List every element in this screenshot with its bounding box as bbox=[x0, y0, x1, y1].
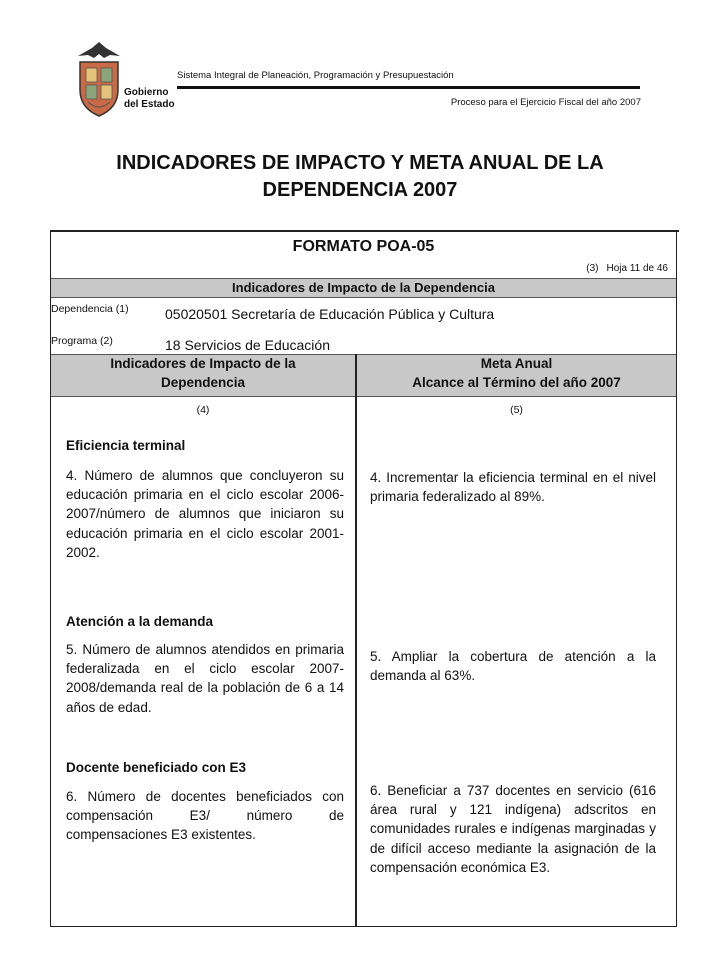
indicator-text: 5. Número de alumnos atendidos en primaria federalizada en el ciclo escolar 2007-2008/demanda real de la población de 6 a 14 años de edad. bbox=[66, 642, 344, 715]
column-number-right: (5) bbox=[510, 404, 523, 416]
programa-value: 18 Servicios de Educación bbox=[165, 337, 330, 353]
indicator-heading: Atención a la demanda bbox=[66, 614, 214, 629]
dependencia-value: 05020501 Secretaría de Educación Pública y Cultura bbox=[165, 306, 495, 322]
goal-text: 4. Incrementar la eficiencia terminal en el nivel primaria federalizado al 89%. bbox=[370, 470, 656, 505]
process-name: Proceso para el Ejercicio Fiscal del año 2007 bbox=[450, 97, 641, 108]
section-header: Indicadores de Impacto de la Dependencia bbox=[51, 278, 676, 298]
page-counter bbox=[420, 263, 668, 274]
indicator-heading: Docente beneficiado con E3 bbox=[66, 760, 247, 775]
indicator-text: 6. Número de docentes beneficiados con compensación E3/ número de compensaciones E3 existentes. bbox=[66, 789, 344, 843]
dependencia-label: Dependencia (1) bbox=[51, 303, 129, 315]
column-header-indicators: Indicadores de Impacto de la Dependencia bbox=[110, 356, 296, 390]
state-seal-icon bbox=[74, 42, 124, 118]
indicator-text: 4. Número de alumnos que concluyeron su educación primaria en el ciclo escolar 2006-2007/número de alumnos que iniciaron su educación primaria en el ciclo escolar 2001-2002. bbox=[66, 468, 344, 560]
form-top-rule bbox=[50, 230, 679, 232]
page-title: INDICADORES DE IMPACTO Y META ANUAL DE LA DEPENDENCIA 2007 bbox=[116, 152, 604, 201]
column-divider bbox=[355, 354, 357, 927]
form-ref: (3) bbox=[586, 263, 599, 274]
goal-text: 5. Ampliar la cobertura de atención a la demanda al 63%. bbox=[370, 649, 656, 684]
column-header-goal: Meta Anual Alcance al Término del año 2007 bbox=[412, 356, 621, 390]
programa-label: Programa (2) bbox=[51, 335, 113, 347]
goal-text: 6. Beneficiar a 737 docentes en servicio (616 área rural y 121 indígena) adscritos en comunidades rurales e indígenas marginadas y de difícil acceso mediante la asignación de la compensación económica E3. bbox=[370, 783, 656, 875]
header-rule bbox=[177, 86, 640, 89]
column-number-left: (4) bbox=[196, 404, 210, 416]
government-label: Gobierno del Estado bbox=[124, 87, 175, 110]
system-name: Sistema Integral de Planeación, Programación y Presupuestación bbox=[177, 70, 454, 81]
page-number: Hoja 11 de 46 bbox=[606, 263, 668, 274]
indicator-heading: Eficiencia terminal bbox=[66, 438, 186, 453]
form-name: FORMATO POA-05 bbox=[292, 238, 435, 255]
